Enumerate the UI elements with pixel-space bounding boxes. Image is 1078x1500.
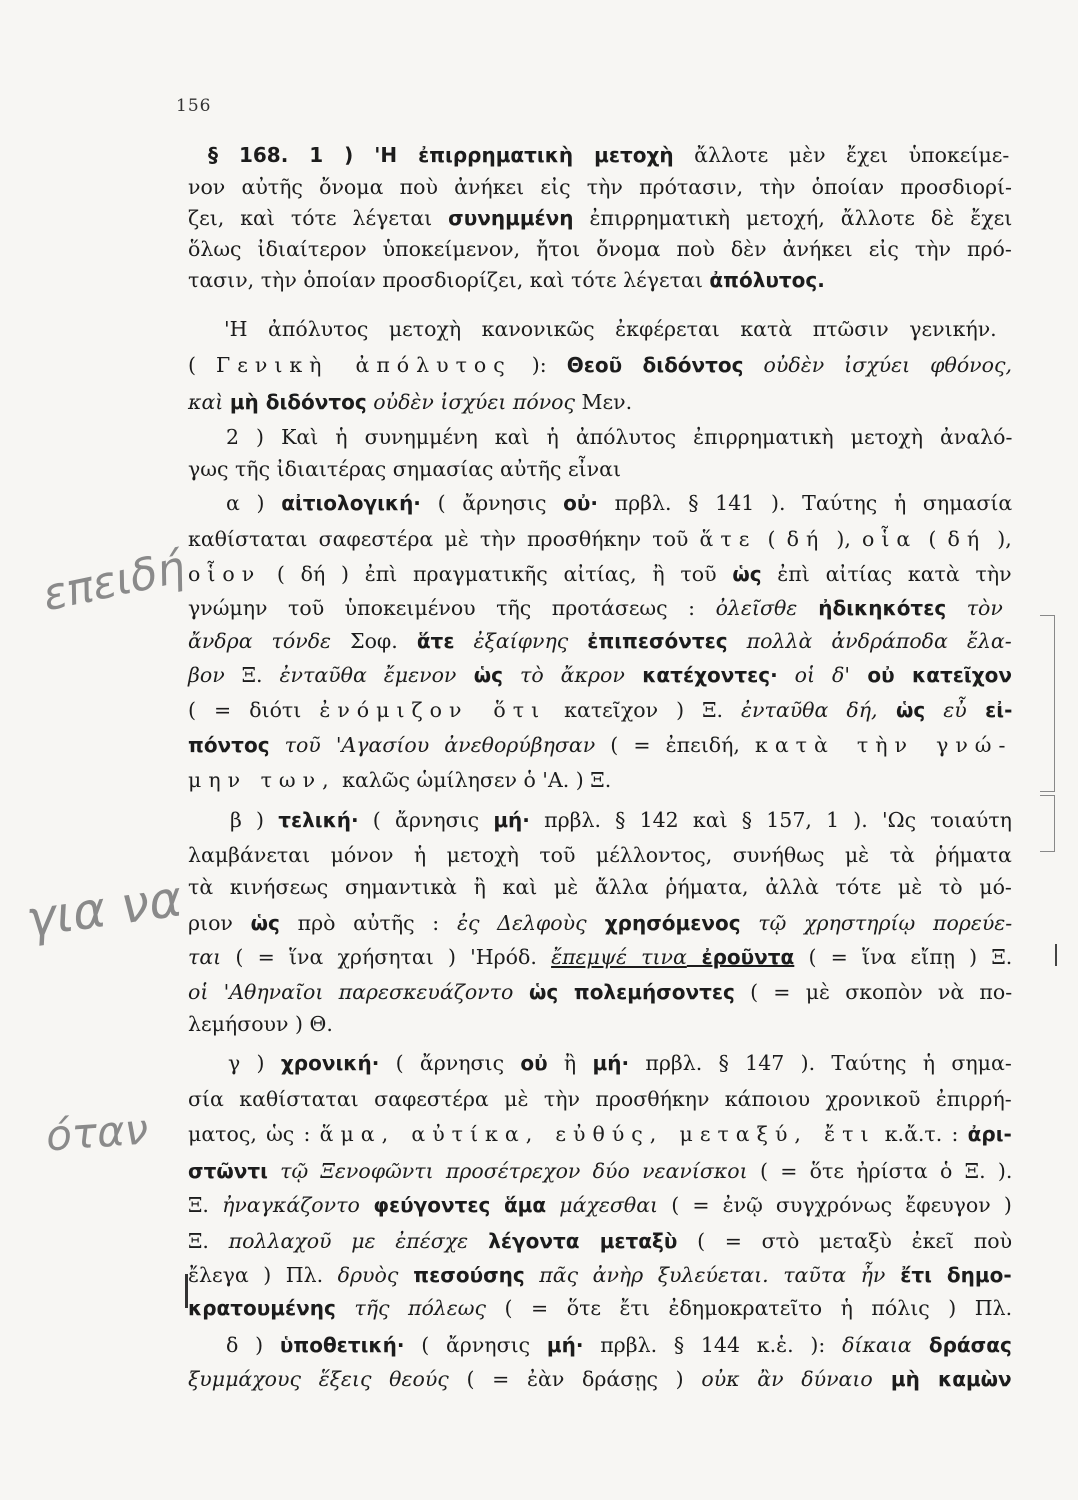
text-line — [188, 270, 825, 291]
text-line — [188, 1195, 1012, 1216]
page-number: 156 — [176, 96, 212, 116]
text-segment: ( = ἐὰν δράσῃς ) — [448, 1367, 702, 1391]
text-segment: ἅτε — [699, 527, 757, 551]
text-segment: ( — [188, 353, 217, 377]
text-segment: ὡς — [732, 562, 762, 586]
text-segment: § 168. 1 ) — [208, 143, 375, 167]
text-segment: πρβλ. § 147 ). Ταύτης ἡ σημα- — [629, 1051, 1012, 1075]
text-segment: ὅλως ἰδιαίτερον ὑποκείμενον, ἤτοι ὄνομα ποὺ δὲν ἀνήκει εἰς τὴν πρό- — [188, 237, 1012, 261]
text-segment: γ ) — [228, 1051, 281, 1075]
text-segment: ( = ἵνα εἴπῃ ) Ξ. — [794, 945, 1013, 969]
text-segment: ὀλεῖσθε — [715, 596, 798, 620]
text-segment: ὡς — [250, 911, 280, 935]
text-segment: στῶντι — [188, 1159, 268, 1183]
text-segment: ( δή ) ἐπὶ πραγματικῆς αἰτίας, ἢ τοῦ — [261, 562, 733, 586]
text-segment: πόντος — [188, 733, 270, 757]
text-segment: ὡς πολεμήσοντες — [513, 980, 735, 1004]
text-line — [188, 459, 621, 480]
text-segment: ριον — [188, 911, 251, 935]
text-segment: ( = στὸ μεταξὺ ἐκεῖ ποὺ — [677, 1229, 1013, 1253]
text-segment: ( = ὅτε ἔτι ἐδημοκρατεῖτο ἡ πόλις ) Πλ. — [486, 1296, 1013, 1320]
text-line — [188, 1161, 1012, 1182]
text-line — [188, 1265, 1012, 1286]
text-segment: ἔτι δημο- — [885, 1263, 1012, 1287]
text-segment: ἄνδρα τόνδε — [188, 629, 332, 653]
text-segment: πεσούσης — [398, 1263, 525, 1287]
text-segment: δίκαια — [842, 1333, 912, 1357]
text-segment: οὐ κατεῖχον — [849, 663, 1012, 687]
text-line — [188, 1298, 1012, 1319]
text-segment: οἷον — [188, 562, 262, 586]
text-segment: Ξ. — [224, 663, 280, 687]
text-segment: τῷ Ξενοφῶντι προσέτρεχον δύο νεανίσκοι — [267, 1159, 748, 1183]
margin-note-otan: όταν — [44, 1104, 150, 1161]
text-segment: κατέχοντες· — [624, 663, 778, 687]
text-segment: ( = διότι — [188, 698, 320, 722]
text-segment: οἱ 'Αθηναῖοι παρεσκευάζοντο — [188, 980, 514, 1004]
text-segment: ἀπόλυτος. — [709, 268, 825, 292]
text-segment: Σοφ. — [331, 629, 417, 653]
text-line — [188, 947, 1012, 968]
text-segment: ἔλεγα ) Πλ. — [188, 1263, 338, 1287]
text-segment: ἐροῦντα — [686, 945, 795, 969]
text-line — [188, 355, 1012, 376]
margin-bracket — [1040, 615, 1055, 792]
text-segment: κατεῖχον ) Ξ. — [546, 698, 742, 722]
text-segment: 2 ) Καὶ ἡ συνημμένη καὶ ἡ ἀπόλυτος ἐπιρρηματικὴ μετοχὴ ἀναλό- — [226, 425, 1013, 449]
text-segment: τῆς πόλεως — [335, 1296, 486, 1320]
text-segment: δή — [947, 527, 987, 551]
text-segment: τοῦ 'Αγασίου ἀνεθορύβησαν — [269, 733, 596, 757]
text-line — [188, 631, 1012, 652]
text-segment: ὑποθετική· — [279, 1333, 405, 1357]
text-segment: πᾶς ἀνὴρ ξυλεύεται. ταῦτα ἦν — [524, 1263, 886, 1287]
text-line — [188, 665, 1012, 686]
text-segment: ματος, ὡς : — [188, 1122, 320, 1146]
text-segment: μὴ καμὼν — [872, 1367, 1012, 1391]
text-segment: λέγοντα μεταξὺ — [468, 1229, 678, 1253]
text-segment: α ) — [226, 491, 282, 515]
text-segment: ἐπιπεσόντες — [587, 629, 728, 653]
text-line — [188, 208, 1012, 229]
text-line — [226, 427, 1012, 448]
text-segment: πρβλ. § 142 καὶ § 157, 1 ). 'Ως τοιαύτη — [529, 808, 1012, 832]
text-segment: φεύγοντες ἅμα — [359, 1193, 547, 1217]
text-segment: ἔπεμψέ τινα — [551, 945, 687, 969]
text-line — [188, 564, 1012, 585]
text-segment: κρατουμένης — [188, 1296, 336, 1320]
text-segment: οὐ — [520, 1051, 548, 1075]
text-line — [188, 982, 1012, 1003]
text-segment: καλῶς ὡμίλησεν ὁ 'Α. ) Ξ. — [335, 768, 612, 792]
text-segment: ( = μὲ σκοπὸν νὰ πο- — [734, 980, 1013, 1004]
text-segment: οὐ· — [563, 491, 598, 515]
text-segment: ται — [188, 945, 222, 969]
text-segment: ( = ἐπειδή, — [595, 733, 755, 757]
text-line — [188, 913, 1012, 934]
text-segment: ἐξαίφνης — [454, 629, 588, 653]
text-segment: οὐδὲν ἰσχύει πόνος — [366, 390, 575, 414]
text-line — [188, 1369, 1012, 1390]
text-line — [188, 598, 1003, 619]
text-segment: Ξ. — [188, 1229, 229, 1253]
text-segment: τὰ κινήσεως σημαντικὰ ἢ καὶ μὲ ἄλλα ῥήματα, ἀλλὰ τότε μὲ τὸ μό- — [188, 875, 1012, 899]
text-line — [188, 770, 611, 791]
text-segment: πρὸ αὐτῆς : — [279, 911, 457, 935]
text-segment: μή· — [592, 1051, 630, 1075]
text-segment: ( ἄρνησις — [404, 1333, 547, 1357]
text-line — [228, 1053, 1012, 1074]
text-segment: ): — [511, 353, 567, 377]
text-segment: σία καθίσταται σαφεστέρα μὲ τὴν προσθήκην κάποιου χρονικοῦ ἐπιρρή- — [188, 1087, 1012, 1111]
text-segment: μὴ διδόντος — [229, 390, 367, 414]
text-segment: ἢ — [547, 1051, 593, 1075]
text-segment: ( ἄρνησις — [420, 491, 564, 515]
text-segment: τελική· — [278, 808, 359, 832]
text-line — [188, 1231, 1012, 1252]
text-segment: ἐνταῦθα δή, — [741, 698, 878, 722]
margin-note-gia-na: για να — [22, 869, 186, 949]
text-segment: δρυὸς — [337, 1263, 399, 1287]
text-segment: Γενικὴ ἀπόλυτος — [216, 353, 512, 377]
text-line — [188, 1089, 1012, 1110]
text-segment: μή· — [546, 1333, 584, 1357]
text-segment: δή — [786, 527, 826, 551]
text-segment: αἰτιολογική· — [281, 491, 421, 515]
text-segment: τὸ ἄκρον — [503, 663, 625, 687]
text-segment: τὸν — [946, 596, 1003, 620]
text-segment: ( ἄρνησις — [358, 808, 494, 832]
text-segment: ( = ὅτε ἠρίστα ὁ Ξ. ). — [747, 1159, 1013, 1183]
text-line — [208, 145, 1009, 166]
text-segment: καὶ — [188, 390, 230, 414]
text-line — [188, 1014, 333, 1035]
text-segment: ἄλλοτε μὲν ἔχει ὑποκείμε- — [673, 143, 1010, 167]
text-segment: οὐδὲν ἰσχύει φθόνος, — [743, 353, 1012, 377]
text-segment: ( = ἵνα χρήσηται ) 'Ηρόδ. — [221, 945, 552, 969]
text-segment: ὡς — [877, 698, 926, 722]
text-segment: γως τῆς ἰδιαιτέρας σημασίας αὐτῆς εἶναι — [188, 457, 621, 481]
text-line — [188, 239, 1012, 260]
text-segment: ξυμμάχους ἕξεις θεούς — [188, 1367, 449, 1391]
margin-bracket — [1040, 795, 1055, 852]
text-segment: μην των, — [188, 768, 336, 792]
text-segment: ἅμα, αὐτίκα, εὐθύς, μεταξύ, ἔτι — [319, 1122, 876, 1146]
text-line — [226, 493, 1012, 514]
text-line — [188, 529, 1012, 550]
text-segment: τασιν, τὴν ὁποίαν προσδιορίζει, καὶ τότε λέγεται — [188, 268, 710, 292]
text-segment: γνώμην τοῦ ὑποκειμένου τῆς προτάσεως : — [188, 596, 716, 620]
text-segment: λαμβάνεται μόνον ἡ μετοχὴ τοῦ μέλλοντος, συνήθως μὲ τὰ ῥήματα — [188, 843, 1012, 867]
margin-mark — [185, 1274, 188, 1308]
text-segment: εἰ- — [966, 698, 1013, 722]
margin-note-epeidi: επειδή — [38, 541, 190, 622]
text-line — [230, 810, 1012, 831]
text-segment: ὡς — [456, 663, 504, 687]
text-segment: ἐνόμιζον ὅτι — [319, 698, 547, 722]
text-line — [226, 1335, 1012, 1356]
text-line — [188, 735, 1012, 756]
text-segment: εὖ — [925, 698, 967, 722]
text-segment: τῷ χρηστηρίῳ πορεύε- — [740, 911, 1013, 935]
text-line — [188, 392, 632, 413]
text-segment: ἠδικηκότες — [797, 596, 947, 620]
text-segment: καθίσταται σαφεστέρα μὲ τὴν προσθήκην τοῦ — [188, 527, 700, 551]
text-segment: ( ἄρνησις — [379, 1051, 521, 1075]
text-segment: ( — [756, 527, 787, 551]
text-segment: ἅτε — [416, 629, 455, 653]
text-segment: πολλὰ ἀνδράποδα ἔλα- — [727, 629, 1012, 653]
text-segment: χρονική· — [280, 1051, 380, 1075]
text-segment: συνημμένη — [448, 206, 574, 230]
text-segment: ( = ἐνῷ συγχρόνως ἔφευγον ) — [658, 1193, 1012, 1217]
text-segment: δράσας — [911, 1333, 1012, 1357]
text-line — [224, 319, 997, 340]
text-segment: ( — [917, 527, 948, 551]
text-segment: πρβλ. § 144 κ.ἑ. ): — [583, 1333, 843, 1357]
text-segment: κατὰ τὴν γνώ- — [755, 733, 1013, 757]
text-segment: ἠναγκάζοντο — [222, 1193, 360, 1217]
text-segment: 'Η ἐπιρρηματικὴ μετοχὴ — [374, 143, 674, 167]
text-segment: Θεοῦ διδόντος — [566, 353, 744, 377]
text-segment: χρησόμενος — [586, 911, 741, 935]
text-segment: Μεν. — [574, 390, 633, 414]
text-line — [188, 877, 1012, 898]
text-segment: πρβλ. § 141 ). Ταύτης ἡ σημασία — [597, 491, 1013, 515]
text-segment: νον αὐτῆς ὄνομα ποὺ ἀνήκει εἰς τὴν πρότασιν, τὴν ὁποίαν προσδιορί- — [188, 175, 1012, 199]
text-segment: Ξ. — [188, 1193, 223, 1217]
text-segment: βον — [188, 663, 225, 687]
text-segment: οἱ δ' — [777, 663, 850, 687]
margin-mark — [1055, 944, 1057, 966]
text-segment: δ ) — [226, 1333, 280, 1357]
text-segment: κ.ἄ.τ. : — [875, 1122, 968, 1146]
text-line — [188, 845, 1012, 866]
text-line — [188, 1124, 1012, 1145]
text-segment: μάχεσθαι — [546, 1193, 659, 1217]
text-segment: οἷα — [862, 527, 918, 551]
text-segment: ἐπὶ αἰτίας κατὰ τὴν — [761, 562, 1012, 586]
text-segment: ἐς Δελφοὺς — [456, 911, 587, 935]
text-segment: ἐνταῦθα ἔμενον — [279, 663, 457, 687]
text-segment: 'Η ἀπόλυτος μετοχὴ κανονικῶς ἐκφέρεται κατὰ πτῶσιν γενικήν. — [224, 317, 997, 341]
text-segment: ), — [986, 527, 1012, 551]
text-segment: οὐκ ἂν δύναιο — [701, 1367, 873, 1391]
text-segment: πολλαχοῦ με ἐπέσχε — [228, 1229, 469, 1253]
text-line — [188, 700, 1012, 721]
text-segment: β ) — [230, 808, 279, 832]
text-segment: ἀρι- — [967, 1122, 1012, 1146]
text-segment: μή· — [493, 808, 530, 832]
text-segment: ζει, καὶ τότε λέγεται — [188, 206, 449, 230]
text-segment: λεμήσουν ) Θ. — [188, 1012, 333, 1036]
text-segment: ἐπιρρηματικὴ μετοχή, ἄλλοτε δὲ ἔχει — [573, 206, 1013, 230]
text-segment: ), — [825, 527, 863, 551]
text-line — [188, 177, 1012, 198]
